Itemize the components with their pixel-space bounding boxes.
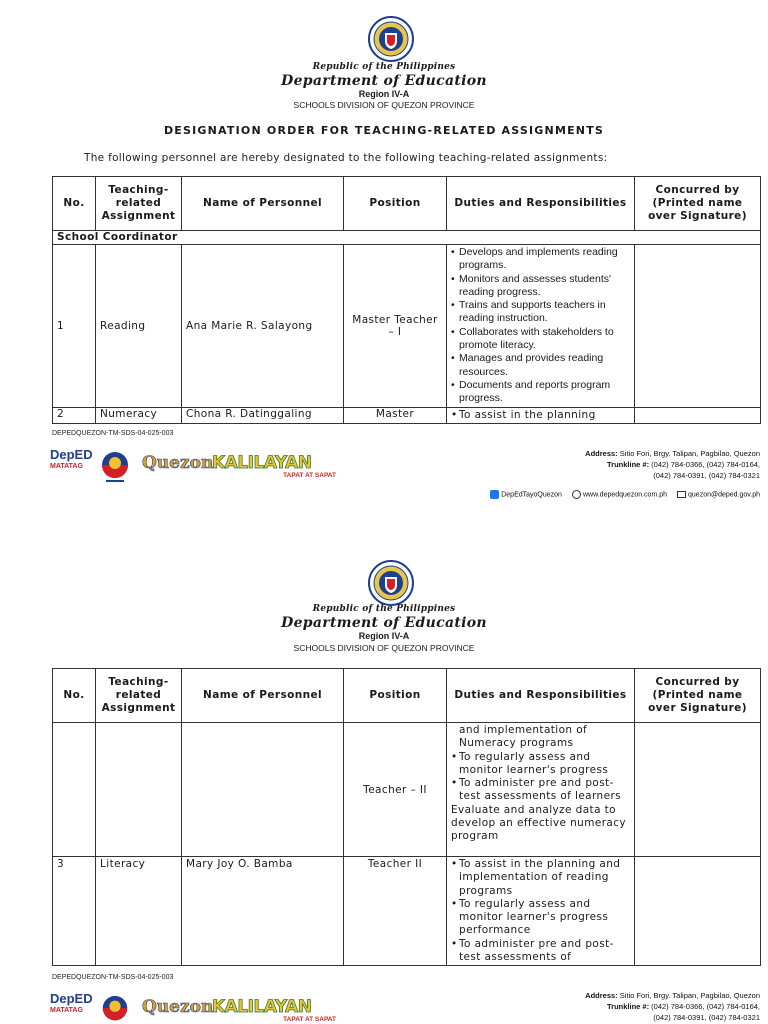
email-link[interactable]: quezon@deped.gov.ph [677, 491, 760, 498]
website-link[interactable]: www.depedquezon.com.ph [572, 490, 667, 499]
mail-icon [677, 491, 686, 498]
trunkline-line: Trunkline #: (042) 784-0366, (042) 784-0164, [606, 460, 760, 469]
row-duties [447, 723, 635, 857]
duty-item: • To assist in the planning [451, 409, 630, 422]
document-code: DEPEDQUEZON-TM-SDS-04-025-003 [52, 974, 174, 981]
duty-item: • To assist in the planning and implementation of reading programs [451, 858, 630, 898]
kalilayan-logo-text: KALILAYAN [212, 997, 312, 1017]
page-gap [0, 525, 768, 550]
section-label: School Coordinator [53, 231, 761, 245]
document-title: DESIGNATION ORDER FOR TEACHING-RELATED ASSIGNMENTS [163, 124, 605, 137]
address-line: Address: Sitio Fori, Brgy. Talipan, Pagbilao, Quezon [585, 449, 760, 458]
kalilayan-tagline: TAPAT AT SAPAT [283, 1016, 336, 1023]
header-assignment: Teaching-related Assignment [96, 669, 182, 723]
duty-item: • To administer pre and post-test assessments of learners [451, 777, 630, 804]
deped-seal-icon [368, 16, 414, 62]
row-duties [447, 407, 635, 423]
footer-logos [50, 448, 340, 488]
duty-item: • To regularly assess and monitor learner's progress [451, 751, 630, 778]
document-code: DEPEDQUEZON-TM-SDS-04-025-003 [52, 430, 174, 437]
republic-heading: Republic of the Philippines [312, 604, 456, 614]
region-heading: Region IV-A [358, 631, 410, 641]
trunkline-line-2: (042) 784-0391, (042) 784-0321 [653, 1013, 760, 1022]
table-header-row [53, 177, 761, 231]
row-concurred [635, 857, 761, 966]
duty-item: • Manages and provides reading resources. [451, 352, 630, 379]
intro-text: The following personnel are hereby designated to the following teaching-related assignments: [84, 152, 608, 164]
header-name: Name of Personnel [182, 177, 344, 231]
row-no: 1 [53, 245, 96, 408]
deped-matatag-logo [50, 992, 92, 1015]
header-duties: Duties and Responsibilities [447, 669, 635, 723]
facebook-link[interactable]: DepEdTayoQuezon [490, 490, 562, 499]
header-concurred: Concurred by (Printed name over Signature) [635, 177, 761, 231]
row-no: 3 [53, 857, 96, 966]
quezon-logo-text: Quezon [142, 997, 214, 1017]
deped-logo-text: DepED [50, 991, 93, 1006]
quezon-logo-text: Quezon [142, 453, 214, 473]
duty-item: • Monitors and assesses students' reading progress. [451, 273, 630, 300]
region-heading: Region IV-A [358, 89, 410, 99]
assignment-table [52, 176, 761, 424]
header-no: No. [53, 177, 96, 231]
deped-seal-icon [368, 560, 414, 606]
row-duties [447, 857, 635, 966]
duty-item: • Documents and reports program progress. [451, 379, 630, 406]
globe-icon [572, 490, 581, 499]
bagong-pilipinas-logo-icon [100, 994, 130, 1024]
table-row [53, 723, 761, 857]
duty-item: • To regularly assess and monitor learner's progress performance [451, 898, 630, 938]
row-concurred [635, 723, 761, 857]
deped-matatag-logo [50, 448, 92, 471]
table-row [53, 857, 761, 966]
deped-logo-text: DepED [50, 447, 93, 462]
kalilayan-tagline: TAPAT AT SAPAT [283, 472, 336, 479]
footer-socials [490, 490, 760, 499]
row-name [182, 723, 344, 857]
duty-plain: Evaluate and analyze data to develop an effective numeracy program [451, 803, 627, 843]
row-assignment: Numeracy [96, 407, 182, 423]
republic-heading: Republic of the Philippines [312, 62, 456, 72]
duty-continued: and implementation of Numeracy programs [459, 724, 588, 750]
deped-quezon-logo [142, 450, 214, 476]
row-assignment: Literacy [96, 857, 182, 966]
row-duties [447, 245, 635, 408]
row-assignment [96, 723, 182, 857]
department-heading: Department of Education [281, 73, 487, 89]
footer-address [585, 990, 760, 1023]
kalilayan-logo-text: KALILAYAN [212, 453, 312, 473]
header-duties: Duties and Responsibilities [447, 177, 635, 231]
deped-quezon-logo [142, 994, 214, 1020]
header-position: Position [344, 669, 447, 723]
row-name: Chona R. Datinggaling [182, 407, 344, 423]
header-position: Position [344, 177, 447, 231]
table-row [53, 245, 761, 408]
row-concurred [635, 245, 761, 408]
division-heading: SCHOOLS DIVISION OF QUEZON PROVINCE [293, 643, 475, 653]
row-concurred [635, 407, 761, 423]
duty-item: • Trains and supports teachers in reading instruction. [451, 299, 630, 326]
kalilayan-logo [212, 998, 336, 1024]
header-name: Name of Personnel [182, 669, 344, 723]
matatag-logo-text: MATATAG [50, 463, 83, 470]
row-name: Mary Joy O. Bamba [182, 857, 344, 966]
row-name: Ana Marie R. Salayong [182, 245, 344, 408]
page-2 [0, 550, 768, 1024]
address-line: Address: Sitio Fori, Brgy. Talipan, Pagbilao, Quezon [585, 991, 760, 1000]
duty-item: • Develops and implements reading programs. [451, 246, 630, 273]
section-row [53, 231, 761, 245]
matatag-logo-text: MATATAG [50, 1007, 83, 1014]
row-assignment: Reading [96, 245, 182, 408]
trunkline-line-2: (042) 784-0391, (042) 784-0321 [653, 471, 760, 480]
assignment-table-continued [52, 668, 761, 966]
department-heading: Department of Education [281, 615, 487, 631]
row-position: Teacher II [344, 857, 447, 966]
division-heading: SCHOOLS DIVISION OF QUEZON PROVINCE [293, 100, 475, 110]
duty-item: • To administer pre and post-test assessments of [451, 938, 630, 965]
row-position: Master [344, 407, 447, 423]
kalilayan-logo [212, 454, 336, 480]
row-no [53, 723, 96, 857]
table-header-row [53, 669, 761, 723]
footer-logos [50, 992, 340, 1024]
footer-address [585, 448, 760, 481]
header-concurred: Concurred by (Printed name over Signature) [635, 669, 761, 723]
row-position: Master Teacher – I [344, 245, 447, 408]
header-assignment: Teaching-related Assignment [96, 177, 182, 231]
facebook-icon [490, 490, 499, 499]
trunkline-line: Trunkline #: (042) 784-0366, (042) 784-0164, [606, 1002, 760, 1011]
row-no: 2 [53, 407, 96, 423]
duty-item: • Collaborates with stakeholders to promote literacy. [451, 326, 630, 353]
table-row [53, 407, 761, 423]
header-no: No. [53, 669, 96, 723]
bagong-pilipinas-logo-icon [100, 450, 130, 484]
row-position: Teacher – II [344, 723, 447, 857]
